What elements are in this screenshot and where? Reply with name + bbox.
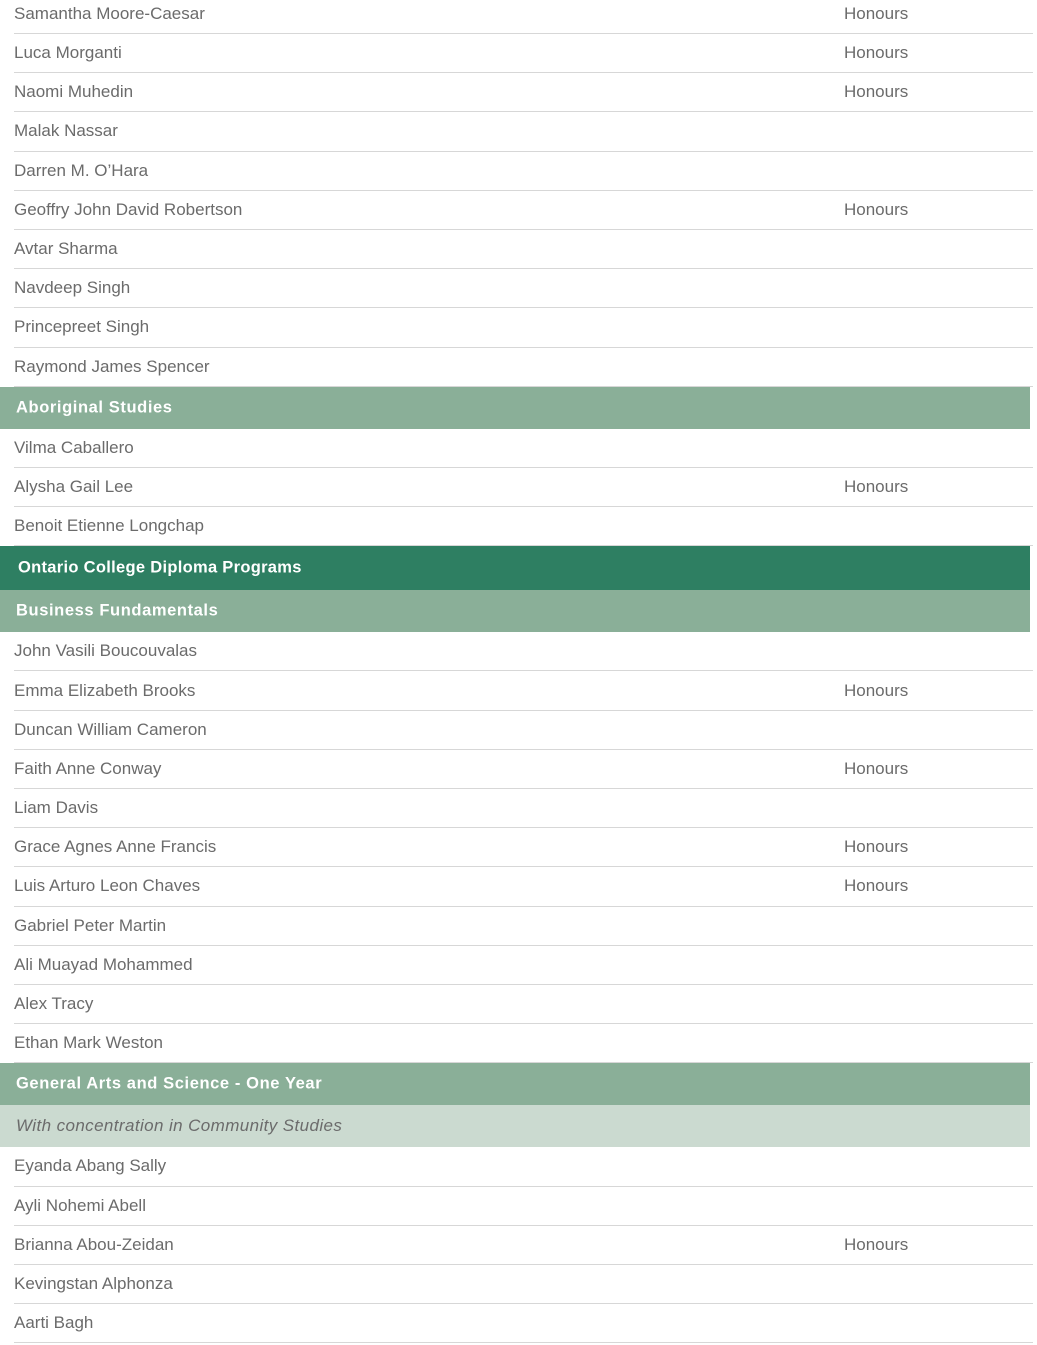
graduate-row [14, 507, 1033, 546]
graduate-name: Emma Elizabeth Brooks [14, 680, 196, 700]
graduate-row [14, 828, 1033, 867]
honours-label: Honours [844, 837, 909, 857]
graduate-name: Benoit Etienne Longchap [14, 516, 204, 536]
graduate-name: Avtar Sharma [14, 239, 118, 259]
program-header-label: General Arts and Science - One Year [16, 1074, 323, 1093]
graduate-row [14, 429, 1033, 468]
graduate-name: Alex Tracy [14, 994, 94, 1014]
graduate-name: Duncan William Cameron [14, 719, 207, 739]
graduate-row [14, 152, 1033, 191]
program-header [0, 1063, 1030, 1105]
graduate-name: John Vasili Boucouvalas [14, 641, 198, 661]
honours-label: Honours [844, 43, 909, 63]
graduate-row [14, 907, 1033, 946]
graduate-name: Samantha Moore-Caesar [14, 4, 205, 23]
honours-label: Honours [844, 4, 909, 23]
graduate-name: Faith Anne Conway [14, 758, 162, 778]
category-header [0, 546, 1030, 590]
graduate-row [14, 1187, 1033, 1226]
graduate-row [14, 985, 1033, 1024]
honours-label: Honours [844, 1234, 909, 1254]
graduate-name: Brianna Abou-Zeidan [14, 1234, 174, 1254]
graduate-row [14, 867, 1033, 906]
graduate-name: Malak Nassar [14, 121, 118, 141]
graduate-row [14, 1147, 1033, 1186]
graduate-name: Navdeep Singh [14, 278, 131, 298]
graduate-row [14, 34, 1033, 73]
honours-label: Honours [844, 199, 909, 219]
graduate-row [14, 1304, 1033, 1343]
graduate-name: Geoffry John David Robertson [14, 199, 243, 219]
graduate-row [14, 711, 1033, 750]
category-header-label: Ontario College Diploma Programs [18, 558, 302, 577]
graduate-row [14, 1265, 1033, 1304]
graduate-row [14, 1024, 1033, 1063]
graduate-row [14, 632, 1033, 671]
program-header [0, 387, 1030, 429]
honours-label: Honours [844, 680, 909, 700]
honours-label: Honours [844, 476, 909, 496]
graduate-name: Vilma Caballero [14, 437, 134, 457]
graduate-name: Aarti Bagh [14, 1313, 94, 1333]
graduate-row [14, 191, 1033, 230]
graduate-name: Ethan Mark Weston [14, 1033, 163, 1053]
graduate-name: Eyanda Abang Sally [14, 1156, 167, 1176]
program-header [0, 590, 1030, 632]
graduate-row [14, 671, 1033, 710]
graduate-name: Luca Morganti [14, 43, 122, 63]
concentration-subheader-label: With concentration in Community Studies [16, 1116, 343, 1136]
graduate-row [14, 946, 1033, 985]
honours-label: Honours [844, 758, 909, 778]
graduate-row [14, 1226, 1033, 1265]
graduate-row [14, 750, 1033, 789]
graduate-name: Naomi Muhedin [14, 82, 134, 102]
honours-label: Honours [844, 876, 909, 896]
graduate-row [14, 112, 1033, 151]
graduate-row [14, 230, 1033, 269]
graduate-name: Raymond James Spencer [14, 356, 210, 376]
program-header-label: Aboriginal Studies [16, 398, 173, 417]
graduate-row [14, 348, 1033, 387]
graduate-row [14, 308, 1033, 347]
graduate-name: Alysha Gail Lee [14, 476, 134, 496]
concentration-subheader [0, 1105, 1030, 1147]
graduate-name: Kevingstan Alphonza [14, 1273, 173, 1293]
graduate-row [14, 468, 1033, 507]
graduate-row [14, 73, 1033, 112]
graduate-name: Ayli Nohemi Abell [14, 1195, 146, 1215]
graduate-name: Ali Muayad Mohammed [14, 954, 193, 974]
graduate-name: Luis Arturo Leon Chaves [14, 876, 201, 896]
program-header-label: Business Fundamentals [16, 601, 219, 620]
graduate-name: Grace Agnes Anne Francis [14, 837, 217, 857]
graduate-name: Liam Davis [14, 798, 99, 818]
graduate-row [14, 0, 1033, 34]
graduate-name: Princepreet Singh [14, 317, 150, 337]
honours-label: Honours [844, 82, 909, 102]
graduate-name: Gabriel Peter Martin [14, 915, 167, 935]
graduate-row [14, 789, 1033, 828]
graduate-name: Darren M. O’Hara [14, 160, 149, 180]
graduate-row [14, 269, 1033, 308]
